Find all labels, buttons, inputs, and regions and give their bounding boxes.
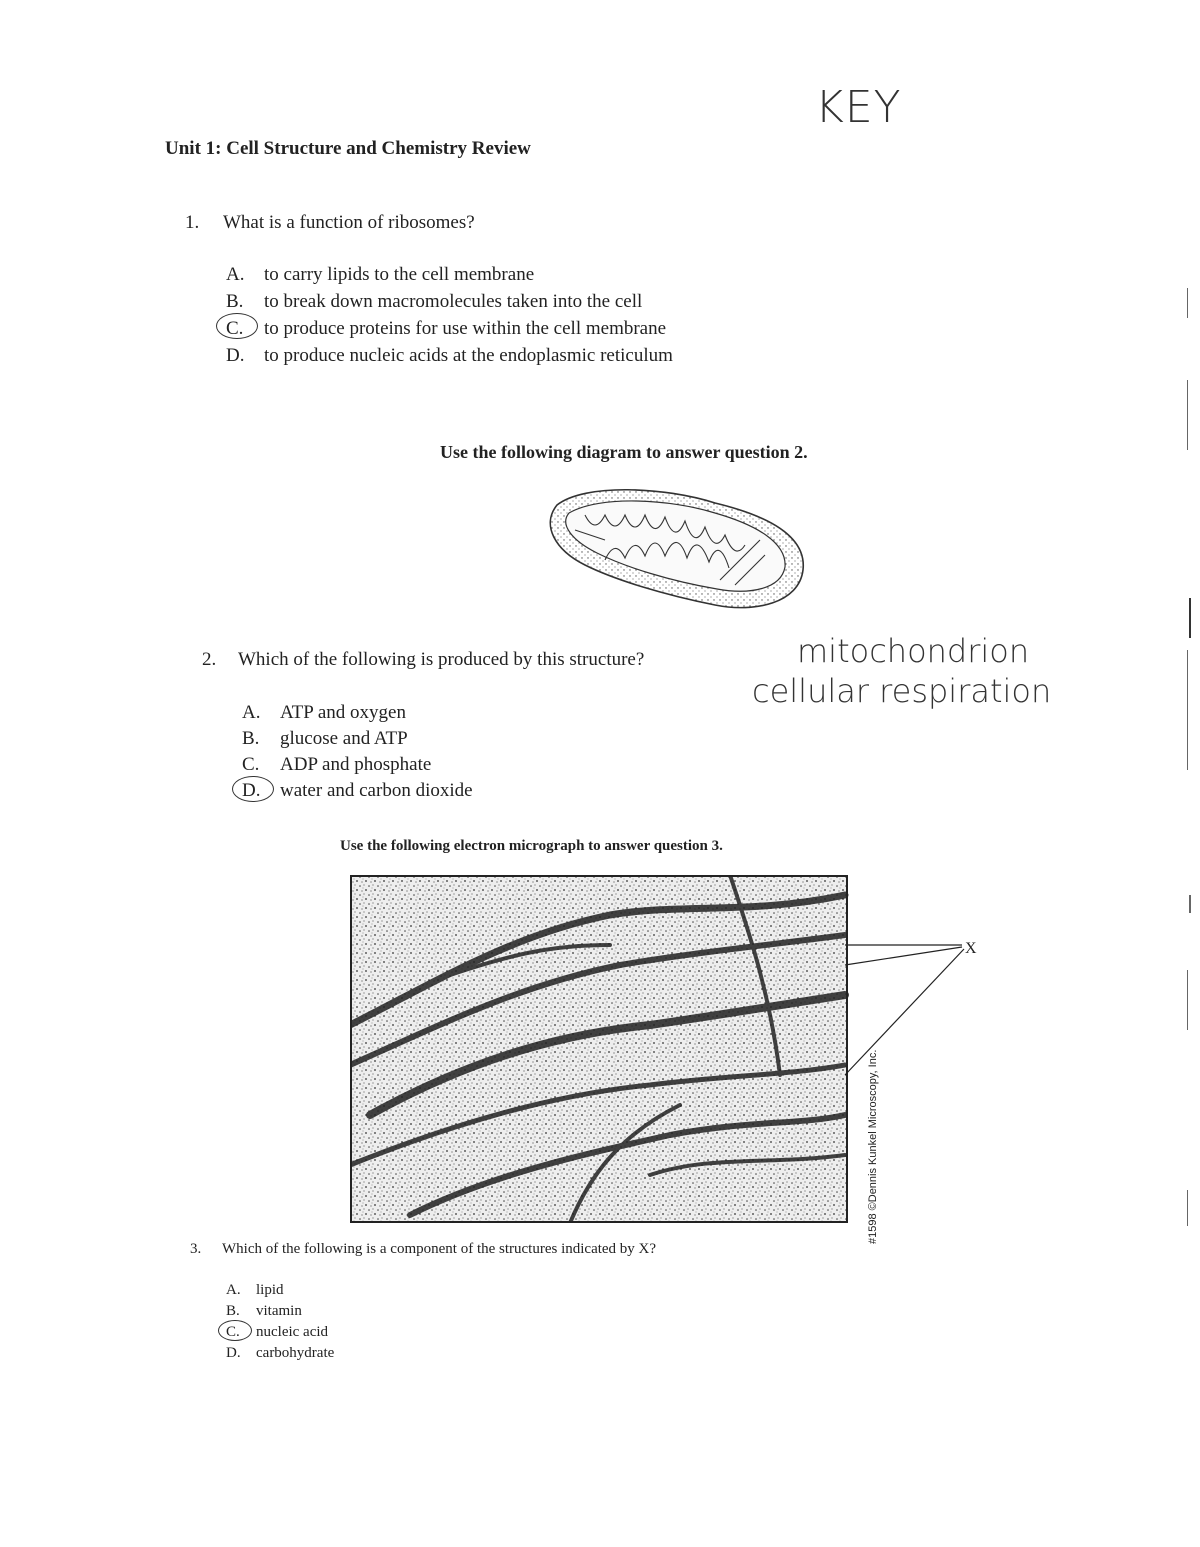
scan-edge-mark: [1187, 650, 1188, 770]
micrograph-instruction: Use the following electron micrograph to answer question 3.: [340, 838, 723, 854]
mitochondrion-diagram: [545, 485, 810, 620]
page-title: Unit 1: Cell Structure and Chemistry Review: [165, 138, 531, 159]
q1-option-c: C. to produce proteins for use within the cell membrane: [226, 315, 673, 342]
handwritten-answer-process: cellular respiration: [752, 672, 1052, 710]
q3-option-c: C. nucleic acid: [226, 1322, 334, 1343]
circled-answer: C.: [226, 315, 264, 342]
question-3-options: [226, 1280, 334, 1364]
circled-answer: C.: [226, 1322, 256, 1343]
scan-edge-mark: [1187, 288, 1188, 318]
question-3-number: 3.: [190, 1241, 202, 1257]
question-1-number: 1.: [185, 212, 200, 233]
handwritten-answer-structure: mitochondrion: [797, 632, 1030, 670]
q2-option-d: D. water and carbon dioxide: [242, 778, 473, 804]
question-1: [185, 212, 475, 234]
question-1-text: What is a function of ribosomes?: [223, 212, 475, 233]
scan-edge-mark: [1189, 598, 1191, 638]
circled-answer: D.: [242, 778, 280, 804]
handwritten-key-note: KEY: [815, 82, 902, 133]
scan-edge-mark: [1187, 1190, 1188, 1226]
electron-micrograph: [350, 875, 850, 1223]
q3-option-d: D. carbohydrate: [226, 1345, 335, 1361]
label-x: X: [965, 940, 977, 957]
scan-edge-mark: [1187, 380, 1188, 450]
q2-option-a: A. ATP and oxygen: [242, 702, 406, 723]
micrograph-credit: #1598 ©Dennis Kunkel Microscopy, Inc.: [867, 1049, 879, 1244]
question-3: [190, 1241, 656, 1258]
q3-option-a: A. lipid: [226, 1282, 284, 1298]
question-2-number: 2.: [202, 649, 217, 670]
q1-option-b: B. to break down macromolecules taken into the cell: [226, 291, 643, 312]
question-2: [202, 649, 644, 671]
q1-option-a: A. to carry lipids to the cell membrane: [226, 264, 535, 285]
scan-edge-mark: [1189, 895, 1191, 913]
scan-edge-mark: [1187, 970, 1188, 1030]
question-1-options: [226, 261, 673, 369]
q1-option-d: D. to produce nucleic acids at the endoplasmic reticulum: [226, 345, 673, 366]
question-3-text: Which of the following is a component of the structures indicated by X?: [222, 1241, 657, 1257]
q2-option-c: C. ADP and phosphate: [242, 754, 432, 775]
diagram-instruction: Use the following diagram to answer question 2.: [440, 442, 808, 462]
question-2-options: [242, 700, 473, 804]
question-2-text: Which of the following is produced by this structure?: [238, 649, 645, 670]
pointer-lines: [840, 935, 980, 1085]
q2-option-b: B. glucose and ATP: [242, 728, 408, 749]
q3-option-b: B. vitamin: [226, 1303, 302, 1319]
